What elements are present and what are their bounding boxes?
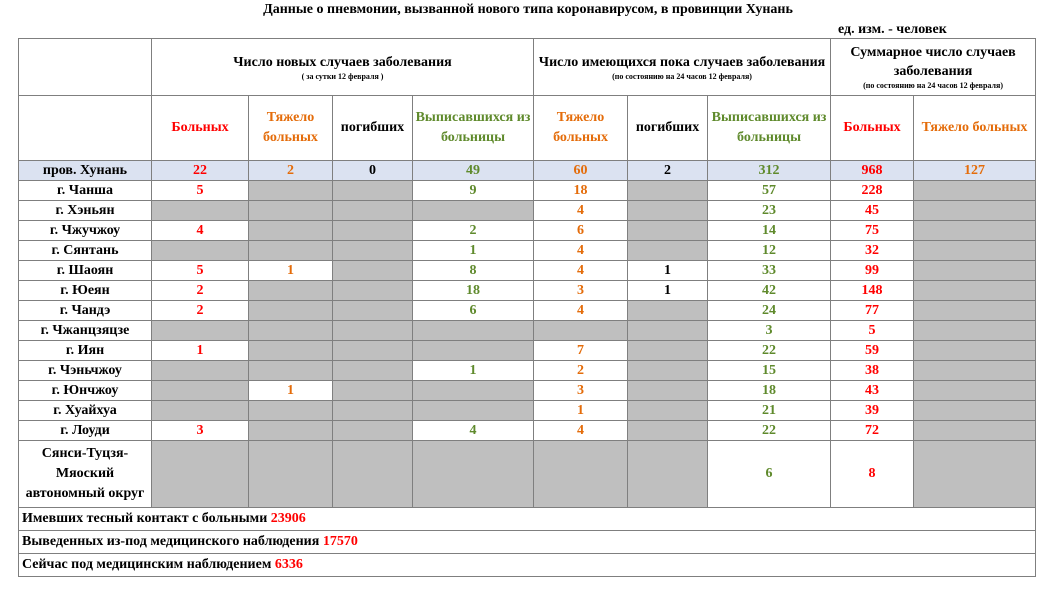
data-cell xyxy=(333,201,413,221)
data-cell: 38 xyxy=(831,361,914,381)
data-cell xyxy=(628,361,708,381)
data-cell: 6 xyxy=(534,221,628,241)
data-cell: 8 xyxy=(413,261,534,281)
col-header: Больных xyxy=(152,96,249,161)
data-cell: 1 xyxy=(249,381,333,401)
table-row xyxy=(19,421,1036,441)
data-cell: 3 xyxy=(534,381,628,401)
data-cell xyxy=(914,281,1036,301)
data-cell: 12 xyxy=(708,241,831,261)
footer-value: 23906 xyxy=(270,511,306,526)
data-cell xyxy=(249,421,333,441)
data-cell xyxy=(534,321,628,341)
data-cell xyxy=(249,281,333,301)
data-cell: 33 xyxy=(708,261,831,281)
data-cell: 3 xyxy=(708,321,831,341)
data-cell: 9 xyxy=(413,181,534,201)
data-cell: 18 xyxy=(413,281,534,301)
data-cell xyxy=(914,261,1036,281)
data-cell xyxy=(914,421,1036,441)
data-cell xyxy=(413,201,534,221)
data-cell xyxy=(914,221,1036,241)
region-name: г. Хуайхуа xyxy=(19,401,152,421)
data-cell xyxy=(628,221,708,241)
group-total-note: (по состоянию на 24 часов 12 февраля) xyxy=(863,81,1003,90)
table-row xyxy=(19,181,1036,201)
data-cell: 5 xyxy=(831,321,914,341)
data-cell: 43 xyxy=(831,381,914,401)
data-cell xyxy=(914,341,1036,361)
data-cell xyxy=(152,441,249,508)
data-cell: 24 xyxy=(708,301,831,321)
data-cell: 18 xyxy=(708,381,831,401)
table-row xyxy=(19,401,1036,421)
data-cell xyxy=(249,301,333,321)
data-cell: 1 xyxy=(628,261,708,281)
footer-label: Сейчас под медицинским наблюдением xyxy=(22,557,272,572)
data-cell: 6 xyxy=(708,441,831,508)
footer-cell xyxy=(19,531,1036,554)
data-cell: 2 xyxy=(628,161,708,181)
data-cell xyxy=(413,441,534,508)
region-name: Сянси-Туцзя-Мяоский автономный округ xyxy=(19,441,152,508)
data-cell: 1 xyxy=(413,241,534,261)
data-cell xyxy=(534,441,628,508)
data-cell xyxy=(628,321,708,341)
data-cell: 21 xyxy=(708,401,831,421)
region-name: г. Чандэ xyxy=(19,301,152,321)
data-cell xyxy=(152,321,249,341)
unit-label: ед. изм. - человек xyxy=(838,22,947,37)
data-cell xyxy=(249,441,333,508)
data-cell: 42 xyxy=(708,281,831,301)
data-cell: 49 xyxy=(413,161,534,181)
data-cell xyxy=(152,361,249,381)
data-cell: 3 xyxy=(152,421,249,441)
data-cell xyxy=(333,361,413,381)
footer-cell xyxy=(19,554,1036,577)
col-header: Тяжело больных xyxy=(249,96,333,161)
data-cell: 23 xyxy=(708,201,831,221)
data-cell xyxy=(333,181,413,201)
data-cell: 59 xyxy=(831,341,914,361)
data-cell xyxy=(413,401,534,421)
table-row xyxy=(19,321,1036,341)
footer-value: 6336 xyxy=(274,557,303,572)
data-cell xyxy=(914,301,1036,321)
data-cell xyxy=(249,401,333,421)
data-cell xyxy=(333,241,413,261)
region-name: г. Юнчжоу xyxy=(19,381,152,401)
data-cell xyxy=(628,401,708,421)
header-row-columns xyxy=(19,96,1036,161)
data-cell: 22 xyxy=(708,421,831,441)
data-cell xyxy=(413,381,534,401)
region-name: г. Чэньчжоу xyxy=(19,361,152,381)
data-cell: 1 xyxy=(249,261,333,281)
data-cell: 99 xyxy=(831,261,914,281)
col-header: Тяжело больных xyxy=(914,96,1036,161)
data-cell: 6 xyxy=(413,301,534,321)
data-cell: 72 xyxy=(831,421,914,441)
table-right-border xyxy=(1035,38,1036,575)
corner-cell xyxy=(19,39,152,96)
data-cell: 228 xyxy=(831,181,914,201)
table-row xyxy=(19,221,1036,241)
group-new-label: Число новых случаев заболевания xyxy=(233,54,452,70)
data-cell xyxy=(249,321,333,341)
footer-label: Выведенных из-под медицинского наблюдения xyxy=(22,534,320,549)
data-cell: 14 xyxy=(708,221,831,241)
region-name: г. Лоуди xyxy=(19,421,152,441)
data-cell xyxy=(333,221,413,241)
data-cell xyxy=(333,401,413,421)
data-cell: 5 xyxy=(152,261,249,281)
data-cell xyxy=(249,361,333,381)
data-cell xyxy=(914,381,1036,401)
data-cell xyxy=(152,201,249,221)
data-cell: 2 xyxy=(249,161,333,181)
data-cell: 1 xyxy=(628,281,708,301)
col-header: погибших xyxy=(628,96,708,161)
data-cell: 75 xyxy=(831,221,914,241)
data-cell: 1 xyxy=(152,341,249,361)
data-cell xyxy=(628,381,708,401)
region-name: г. Шаоян xyxy=(19,261,152,281)
page-title: Данные о пневмонии, вызванной нового типа коронавирусом, в провинции Хунань xyxy=(263,2,793,17)
province-total-row xyxy=(19,161,1036,181)
data-cell xyxy=(914,201,1036,221)
data-cell xyxy=(333,421,413,441)
data-cell: 2 xyxy=(534,361,628,381)
data-cell: 1 xyxy=(534,401,628,421)
data-cell xyxy=(333,441,413,508)
data-cell: 148 xyxy=(831,281,914,301)
data-cell: 8 xyxy=(831,441,914,508)
col-header: Выписавшихся из больницы xyxy=(708,96,831,161)
data-cell xyxy=(333,301,413,321)
table-row xyxy=(19,281,1036,301)
table-body xyxy=(19,39,1036,577)
data-cell: 2 xyxy=(152,281,249,301)
corner-cell-2 xyxy=(19,96,152,161)
data-cell: 18 xyxy=(534,181,628,201)
data-cell xyxy=(249,221,333,241)
region-name: г. Хэньян xyxy=(19,201,152,221)
data-cell: 77 xyxy=(831,301,914,321)
footer-row xyxy=(19,554,1036,577)
footer-label: Имевших тесный контакт с больными xyxy=(22,511,268,526)
data-cell xyxy=(628,441,708,508)
data-cell: 4 xyxy=(534,301,628,321)
data-cell xyxy=(249,341,333,361)
data-cell: 32 xyxy=(831,241,914,261)
data-cell xyxy=(333,341,413,361)
group-current-header xyxy=(534,39,831,96)
table-row xyxy=(19,241,1036,261)
table-row xyxy=(19,201,1036,221)
table-row xyxy=(19,341,1036,361)
data-cell: 22 xyxy=(152,161,249,181)
footer-row xyxy=(19,531,1036,554)
table-row xyxy=(19,261,1036,281)
data-cell xyxy=(413,321,534,341)
region-name: г. Сянтань xyxy=(19,241,152,261)
data-cell xyxy=(914,241,1036,261)
data-cell: 4 xyxy=(413,421,534,441)
data-cell xyxy=(914,181,1036,201)
data-cell: 4 xyxy=(534,421,628,441)
group-total-header xyxy=(831,39,1036,96)
data-cell xyxy=(249,201,333,221)
group-new-header xyxy=(152,39,534,96)
data-cell: 312 xyxy=(708,161,831,181)
region-name: пров. Хунань xyxy=(19,161,152,181)
data-cell xyxy=(914,441,1036,508)
table-row xyxy=(19,441,1036,508)
data-cell: 127 xyxy=(914,161,1036,181)
group-current-label: Число имеющихся пока случаев заболевания xyxy=(538,54,826,70)
data-cell: 968 xyxy=(831,161,914,181)
data-cell: 4 xyxy=(534,261,628,281)
col-header: погибших xyxy=(333,96,413,161)
data-cell: 57 xyxy=(708,181,831,201)
data-cell: 5 xyxy=(152,181,249,201)
data-cell xyxy=(914,321,1036,341)
data-cell xyxy=(333,281,413,301)
col-header: Больных xyxy=(831,96,914,161)
data-cell xyxy=(249,181,333,201)
region-name: г. Чжанцзяцзе xyxy=(19,321,152,341)
data-cell xyxy=(628,421,708,441)
data-cell xyxy=(914,401,1036,421)
data-cell: 4 xyxy=(534,201,628,221)
data-cell: 4 xyxy=(534,241,628,261)
data-cell: 2 xyxy=(413,221,534,241)
data-cell xyxy=(628,241,708,261)
region-name: г. Чжучжоу xyxy=(19,221,152,241)
data-cell xyxy=(628,181,708,201)
footer-value: 17570 xyxy=(322,534,358,549)
data-cell: 2 xyxy=(152,301,249,321)
data-cell xyxy=(249,241,333,261)
data-cell xyxy=(914,361,1036,381)
data-cell: 3 xyxy=(534,281,628,301)
group-current-note: (по состоянию на 24 часов 12 февраля) xyxy=(612,71,752,81)
data-cell: 60 xyxy=(534,161,628,181)
footer-cell xyxy=(19,508,1036,531)
group-total-label: Суммарное число случаев заболевания xyxy=(850,45,1016,79)
data-cell: 45 xyxy=(831,201,914,221)
region-name: г. Юеян xyxy=(19,281,152,301)
data-cell xyxy=(152,401,249,421)
data-cell: 4 xyxy=(152,221,249,241)
data-cell: 39 xyxy=(831,401,914,421)
data-cell xyxy=(628,301,708,321)
data-cell: 1 xyxy=(413,361,534,381)
data-cell: 22 xyxy=(708,341,831,361)
footer-row xyxy=(19,508,1036,531)
table-row xyxy=(19,301,1036,321)
data-cell xyxy=(152,381,249,401)
col-header: Тяжело больных xyxy=(534,96,628,161)
data-cell xyxy=(333,321,413,341)
region-name: г. Иян xyxy=(19,341,152,361)
data-cell xyxy=(152,241,249,261)
table-row xyxy=(19,381,1036,401)
data-cell xyxy=(413,341,534,361)
group-new-note: ( за сутки 12 февраля ) xyxy=(301,71,384,81)
data-cell: 15 xyxy=(708,361,831,381)
col-header: Выписавшихся из больницы xyxy=(413,96,534,161)
data-cell: 0 xyxy=(333,161,413,181)
table-row xyxy=(19,361,1036,381)
data-cell: 7 xyxy=(534,341,628,361)
data-cell xyxy=(333,381,413,401)
data-cell xyxy=(628,341,708,361)
region-name: г. Чанша xyxy=(19,181,152,201)
data-cell xyxy=(628,201,708,221)
header-row-groups xyxy=(19,39,1036,96)
data-cell xyxy=(333,261,413,281)
data-table xyxy=(18,38,1036,577)
